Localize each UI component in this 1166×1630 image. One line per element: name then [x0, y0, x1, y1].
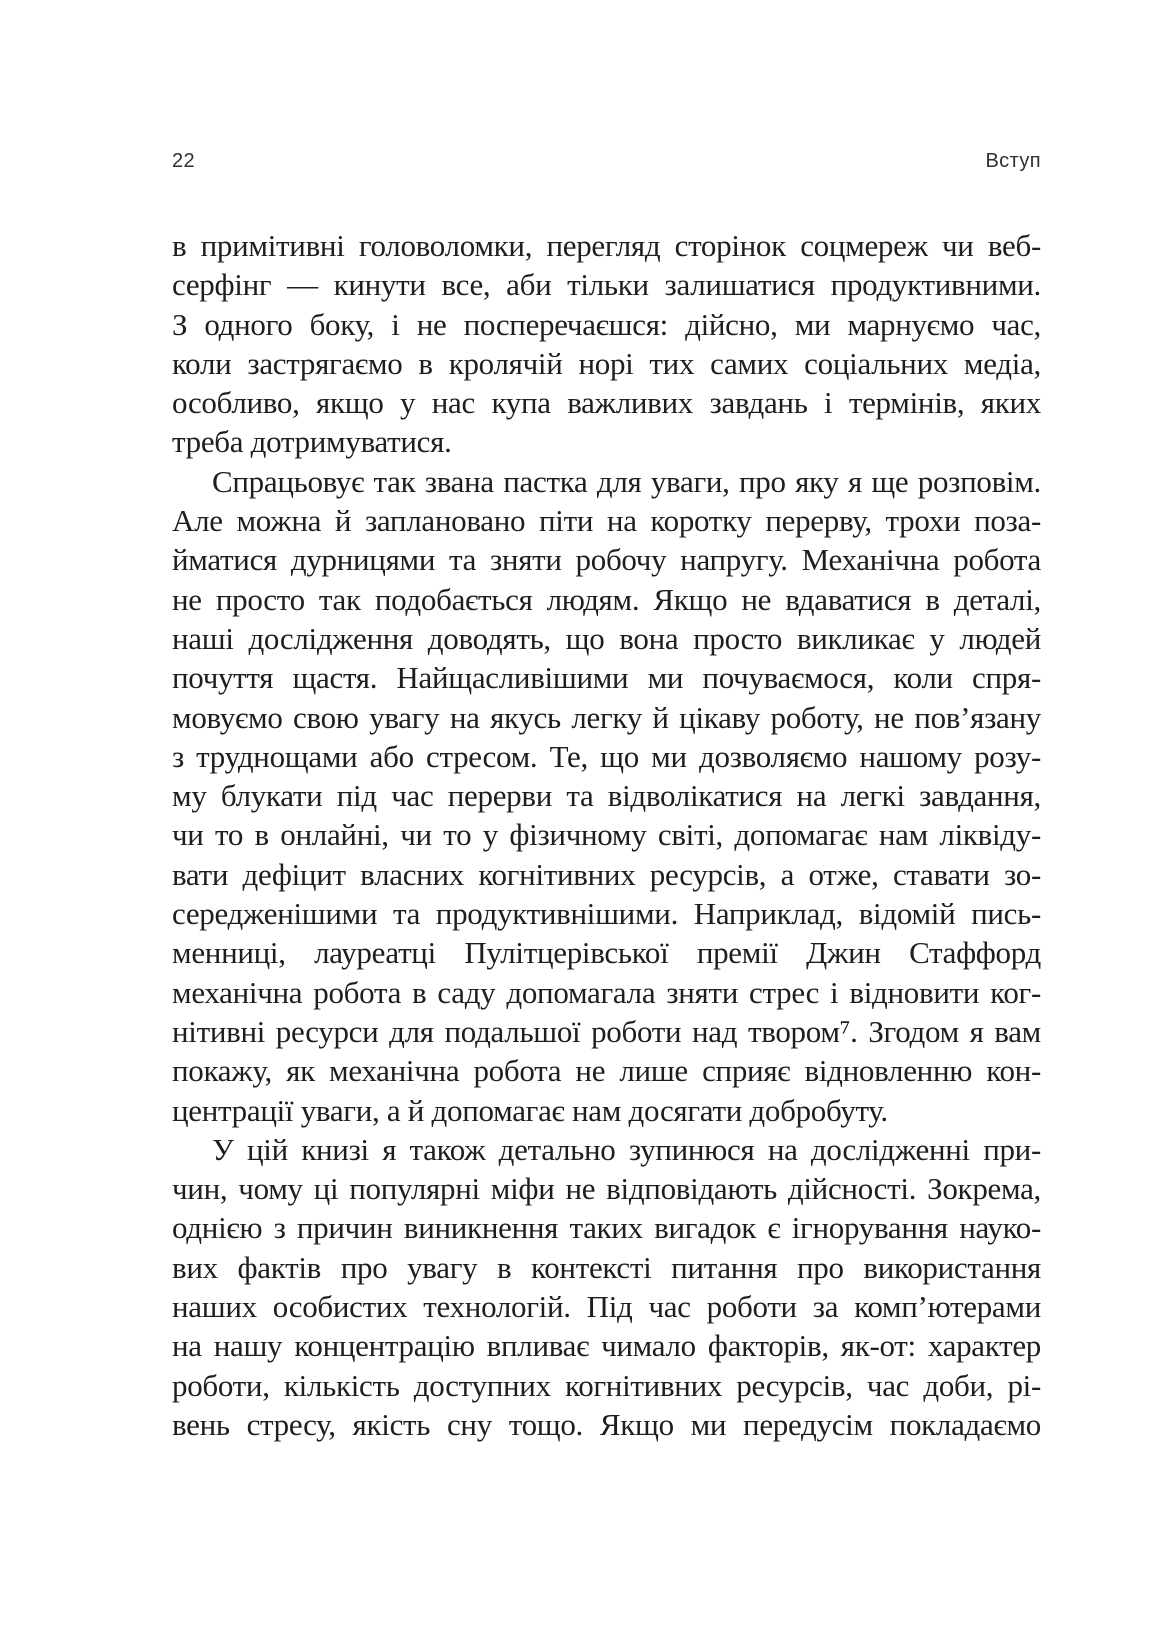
text-line: му блукати під час перерви та відволікатися на легкі завдання, — [172, 778, 1041, 814]
text-line: У цій книзі я також детально зупинюся на дослідженні при- — [212, 1131, 1041, 1167]
text-line: центрації уваги, а й допомагає нам досягати добробуту. — [172, 1092, 888, 1128]
text-line: середженішими та продуктивнішими. Наприклад, відомій пись- — [172, 896, 1041, 932]
text-line: на нашу концентрацію впливає чимало факторів, як-от: характер — [172, 1328, 1041, 1364]
text-line: мовуємо свою увагу на якусь легку й цікаву роботу, не пов’язану — [172, 699, 1041, 735]
text-line: наших особистих технологій. Під час роботи за комп’ютерами — [172, 1289, 1041, 1325]
text-line: в примітивні головоломки, перегляд сторінок соцмереж чи веб- — [172, 228, 1041, 263]
text-line: Спрацьовує так звана пастка для уваги, про яку я ще розповім. — [212, 463, 1041, 499]
page-body — [172, 226, 1041, 1444]
paragraph — [172, 226, 1041, 462]
text-line: з труднощами або стресом. Те, що ми дозволяємо нашому розу- — [172, 738, 1041, 774]
page-header — [172, 150, 1041, 173]
text-line: наші дослідження доводять, що вона просто викликає у людей — [172, 620, 1041, 656]
text-line: менниці, лауреатці Пулітцерівської премії Джин Стаффорд — [172, 935, 1041, 971]
page-number: 22 — [172, 150, 196, 172]
text-line: З одного боку, і не посперечаєшся: дійсно, ми марнуємо час, — [172, 306, 1041, 342]
text-line: треба дотримуватися. — [172, 424, 452, 460]
text-line: механічна робота в саду допомагала зняти стрес і відновити ког- — [172, 974, 1041, 1010]
text-line: однією з причин виникнення таких вигадок є ігнорування науко- — [172, 1210, 1041, 1246]
text-line: чи то в онлайні, чи то у фізичному світі, допомагає нам ліквіду- — [172, 817, 1041, 853]
text-line: вень стресу, якість сну тощо. Якщо ми передусім покладаємо — [172, 1406, 1041, 1442]
text-line: покажу, як механічна робота не лише сприяє відновленню кон- — [172, 1053, 1041, 1089]
text-line: Але можна й заплановано піти на коротку перерву, трохи поза- — [172, 503, 1041, 539]
text-line: не просто так подобається людям. Якщо не вдаватися в деталі, — [172, 581, 1041, 617]
text-line: роботи, кількість доступних когнітивних ресурсів, час доби, рі- — [172, 1367, 1041, 1403]
text-line: вих фактів про увагу в контексті питання про використання — [172, 1249, 1041, 1285]
text-line: нітивні ресурси для подальшої роботи над твором⁷. Згодом я вам — [172, 1013, 1041, 1049]
text-line: коли застрягаємо в кролячій норі тих самих соціальних медіа, — [172, 345, 1041, 381]
text-line: вати дефіцит власних когнітивних ресурсів, а отже, ставати зо- — [172, 856, 1041, 892]
text-line: чин, чому ці популярні міфи не відповідають дійсності. Зокрема, — [172, 1171, 1041, 1207]
running-head: Вступ — [985, 150, 1041, 172]
paragraph — [172, 1130, 1041, 1444]
text-line: йматися дурницями та зняти робочу напругу. Механічна робота — [172, 542, 1041, 578]
text-line: почуття щастя. Найщасливішими ми почуваємося, коли спря- — [172, 660, 1041, 696]
text-line: особливо, якщо у нас купа важливих завдань і термінів, яких — [172, 385, 1041, 421]
text-line: серфінг — кинути все, аби тільки залишатися продуктивними. — [172, 267, 1041, 303]
paragraph — [172, 462, 1041, 1130]
